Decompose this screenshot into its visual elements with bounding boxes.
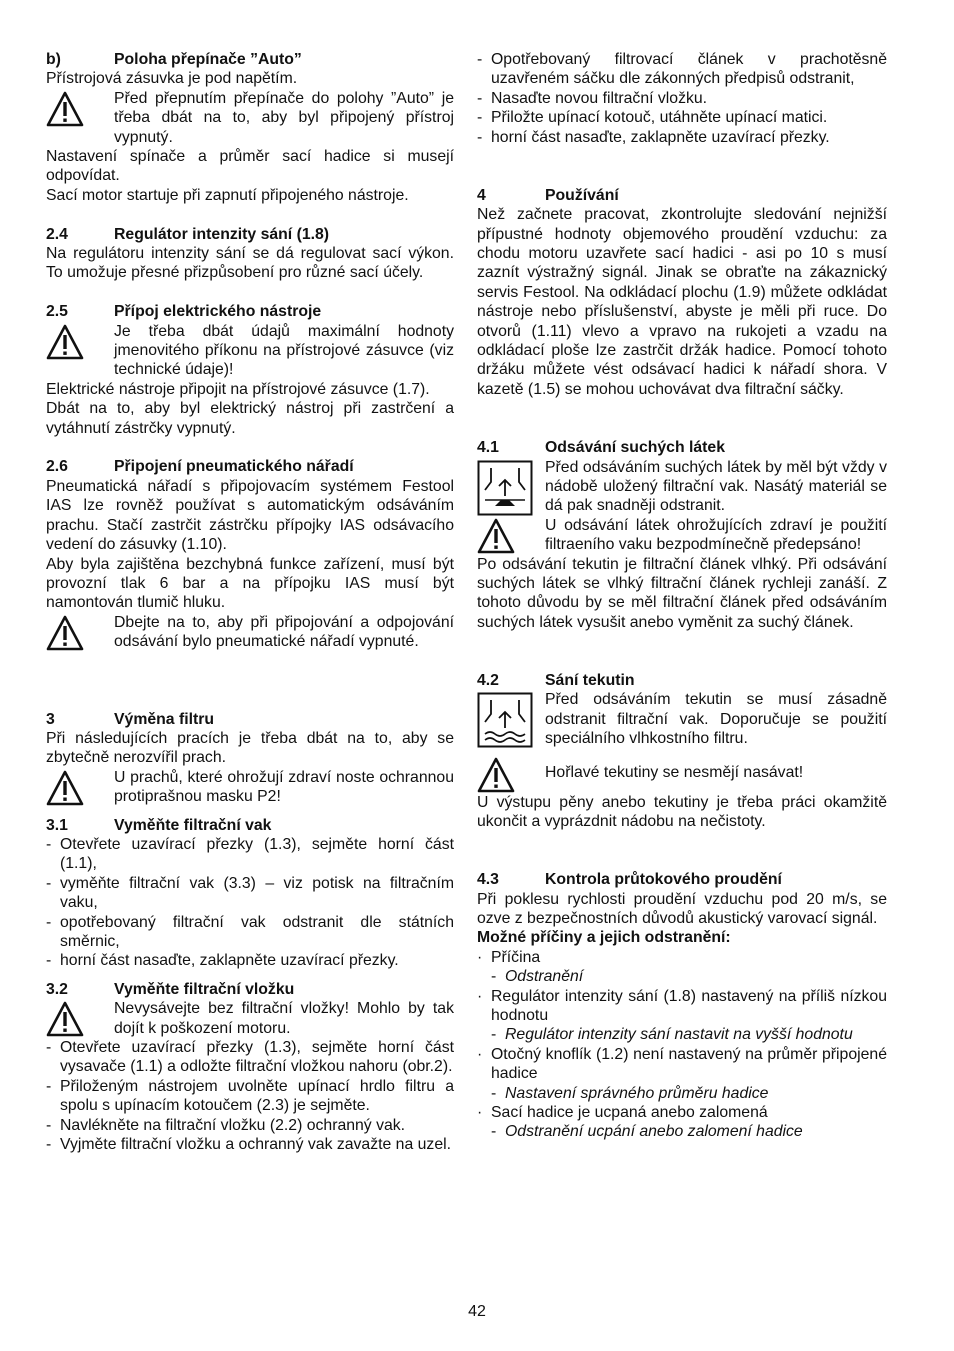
section-heading: b) Poloha přepínače ”Auto” <box>46 51 302 68</box>
list-item: - horní část nasaďte, zaklapněte uzavírací přezky. <box>46 952 399 970</box>
section-heading: 2.6 Připojení pneumatického nářadí <box>46 458 354 476</box>
dry-vacuum-icon <box>477 458 545 516</box>
list-item: - Přiloženým nástrojem uvolněte upínací hrdlo filtru a spolu s upínacím kotoučem (2.3) je sejměte. <box>46 1077 454 1115</box>
list-item: · Sací hadice je ucpaná anebo zalomená <box>477 1104 768 1122</box>
info-block: Před odsáváním tekutin se musí zásadně odstranit filtrační vak. Doporučuje se použití speciálního vlhkostního filtru. <box>477 690 887 748</box>
section-heading: 3.2 Vyměňte filtrační vložku <box>46 980 295 998</box>
list-item: - Otevřete uzavírací přezky (1.3), sejměte horní část (1.1), <box>46 835 454 873</box>
paragraph: Na regulátoru intenzity sání se dá regulovat sací výkon. To umožuje přesné přizpůsobení pro různé sací účely. <box>46 245 454 282</box>
list-item: - opotřebovaný filtrační vak odstranit dle státních směrnic, <box>46 913 454 951</box>
paragraph: Přístrojová zásuvka je pod napětím. <box>46 70 298 88</box>
list-item: · Otočný knoflík (1.2) není nastavený na průměr připojené hadice <box>477 1045 887 1083</box>
list-item: - Odstranění <box>491 968 584 986</box>
list-item: - Opotřebovaný filtrovací článek v prachotěsně uzavřeném sáčku dle zákonných předpisů odstranit, <box>477 51 887 88</box>
paragraph: Elektrické nástroje připojit na přístrojové zásuvce (1.7). <box>46 380 430 398</box>
warning-icon <box>46 613 114 651</box>
paragraph: Dbát na to, aby byl elektrický nástroj při zastrčení a vytáhnutí zástrčky vypnutý. <box>46 400 454 437</box>
section-heading: 2.5 Přípoj elektrického nástroje <box>46 303 322 321</box>
warning-block: U prachů, které ohrožují zdraví noste ochrannou protiprašnou masku P2! <box>46 768 454 807</box>
section-heading: 4 Používání <box>477 186 619 204</box>
section-heading: 4.1 Odsávání suchých látek <box>477 439 725 457</box>
list-item: - Nasaďte novou filtrační vložku. <box>477 89 708 107</box>
paragraph: Při poklesu rychlosti proudění vzduchu pod 20 m/s, se ozve z bezpečnostních důvodů akustický varovací signál. <box>477 890 887 927</box>
list-item: - Vyjměte filtrační vložku a ochranný vak zavažte na uzel. <box>46 1136 452 1154</box>
section-heading: 3.1 Vyměňte filtrační vak <box>46 816 272 834</box>
section-heading: 4.2 Sání tekutin <box>477 671 635 689</box>
list-item: - Přiložte upínací kotouč, utáhněte upínací matici. <box>477 109 828 127</box>
paragraph: Pneumatická nářadí s připojovacím systémem Festool IAS lze rovněž používat s automatickým odsáváním prachu. Stačí zastrčit zástrčku přípojky IAS odsávacího vedení do zásuvky (1.10). <box>46 477 454 554</box>
warning-icon <box>46 768 114 806</box>
paragraph: Sací motor startuje při zapnutí připojeného nástroje. <box>46 186 409 204</box>
paragraph: Při následujících pracích je třeba dbát na to, aby se zbytečně nerozvířil prach. <box>46 729 454 767</box>
list-item: - Otevřete uzavírací přezky (1.3), sejměte horní část vysavače (1.1) a odložte filtrační vložkou nahoru (obr.2). <box>46 1039 454 1076</box>
warning-block: U odsávání látek ohrožujících zdraví je použití filtraeního vaku bezpodmínečně předepsáno! <box>477 516 887 555</box>
warning-icon <box>46 322 114 360</box>
section-heading: 2.4 Regulátor intenzity sání (1.8) <box>46 225 330 243</box>
warning-block: Nevysávejte bez filtrační vložky! Mohlo by tak dojít k poškození motoru. <box>46 999 454 1038</box>
warning-icon <box>477 516 545 554</box>
left-column <box>46 50 454 1154</box>
warning-icon <box>46 89 114 127</box>
paragraph: Než začnete pracovat, zkontrolujte sledování nejnižší přípustné hodnoty objemového proudění vzduchu: za chodu motoru uzavřete sací hadici - asi po 10 s musí zaznít výstražný signál. Jinak se obraťte na zákaznický servis Festool. Na odkládací plochu (1.9) můžete odkládat nástroje nebo příslušenství, abyste je měli při ruce. Do otvorů (1.11) vlevo a vpravo na rukojeti a vzadu na odkládací ploše lze zastrčit držák hadice. Pomocí tohoto držáku můžete vést odsávací hadici k nářadí shora. V kazetě (1.5) se mohou uchovávat dva filtrační sáčky. <box>477 206 887 398</box>
paragraph: Nastavení spínače a průměr sací hadice si musejí odpovídat. <box>46 148 454 185</box>
list-item: - Odstranění ucpání anebo zalomení hadice <box>491 1123 803 1141</box>
paragraph: Možné příčiny a jejich odstranění: <box>477 929 731 947</box>
list-item: - vyměňte filtrační vak (3.3) – viz potisk na filtračním vaku, <box>46 874 454 912</box>
section-heading: 4.3 Kontrola průtokového proudění <box>477 871 782 889</box>
list-item: - Navlékněte na filtrační vložku (2.2) ochranný vak. <box>46 1116 406 1134</box>
info-block: Před odsáváním suchých látek by měl být vždy v nádobě uložený filtrační vak. Nasátý materiál se dá pak snadněji odstranit. <box>477 458 887 516</box>
paragraph: Po odsávání tekutin je filtrační článek vlhký. Při odsávání suchých látek se vlhký filtrační článek rychleji zanáší. Z tohoto důvodu by se měl filtrační článek před odsáváním suchých látek vysušit anebo vyměnit za suchý článek. <box>477 555 887 631</box>
page-number: 42 <box>468 1303 486 1320</box>
list-item: · Příčina <box>477 948 541 966</box>
warning-icon <box>477 755 545 793</box>
list-item: - horní část nasaďte, zaklapněte uzavírací přezky. <box>477 128 830 146</box>
warning-icon <box>46 999 114 1037</box>
warning-block: Dbejte na to, aby při připojování a odpojování odsávání bylo pneumatické nářadí vypnuté. <box>46 613 454 652</box>
warning-block: Je třeba dbát údajů maximální hodnoty jmenovitého příkonu na přístrojové zásuvce (viz technické údaje)! <box>46 322 454 380</box>
warning-block: Hořlavé tekutiny se nesmějí nasávat! <box>477 755 887 793</box>
warning-block: Před přepnutím přepínače do polohy ”Auto” je třeba dbát na to, aby byl připojený přístroj vypnutý. <box>46 89 454 147</box>
list-item: · Regulátor intenzity sání (1.8) nastavený na příliš nízkou hodnotu <box>477 987 887 1025</box>
section-heading: 3 Výměna filtru <box>46 710 215 728</box>
paragraph: U výstupu pěny anebo tekutiny je třeba práci okamžitě ukončit a vyprázdnit nádobu na nečistoty. <box>477 793 887 830</box>
list-item: - Nastavení správného průměru hadice <box>491 1084 769 1102</box>
right-column <box>477 50 887 1142</box>
paragraph: Aby byla zajištěna bezchybná funkce zařízení, musí být provozní tlak 6 bar a na přípojku IAS musí být namontován tlumič hluku. <box>46 555 454 612</box>
wet-vacuum-icon <box>477 690 545 748</box>
list-item: - Regulátor intenzity sání nastavit na vyšší hodnotu <box>491 1026 853 1044</box>
